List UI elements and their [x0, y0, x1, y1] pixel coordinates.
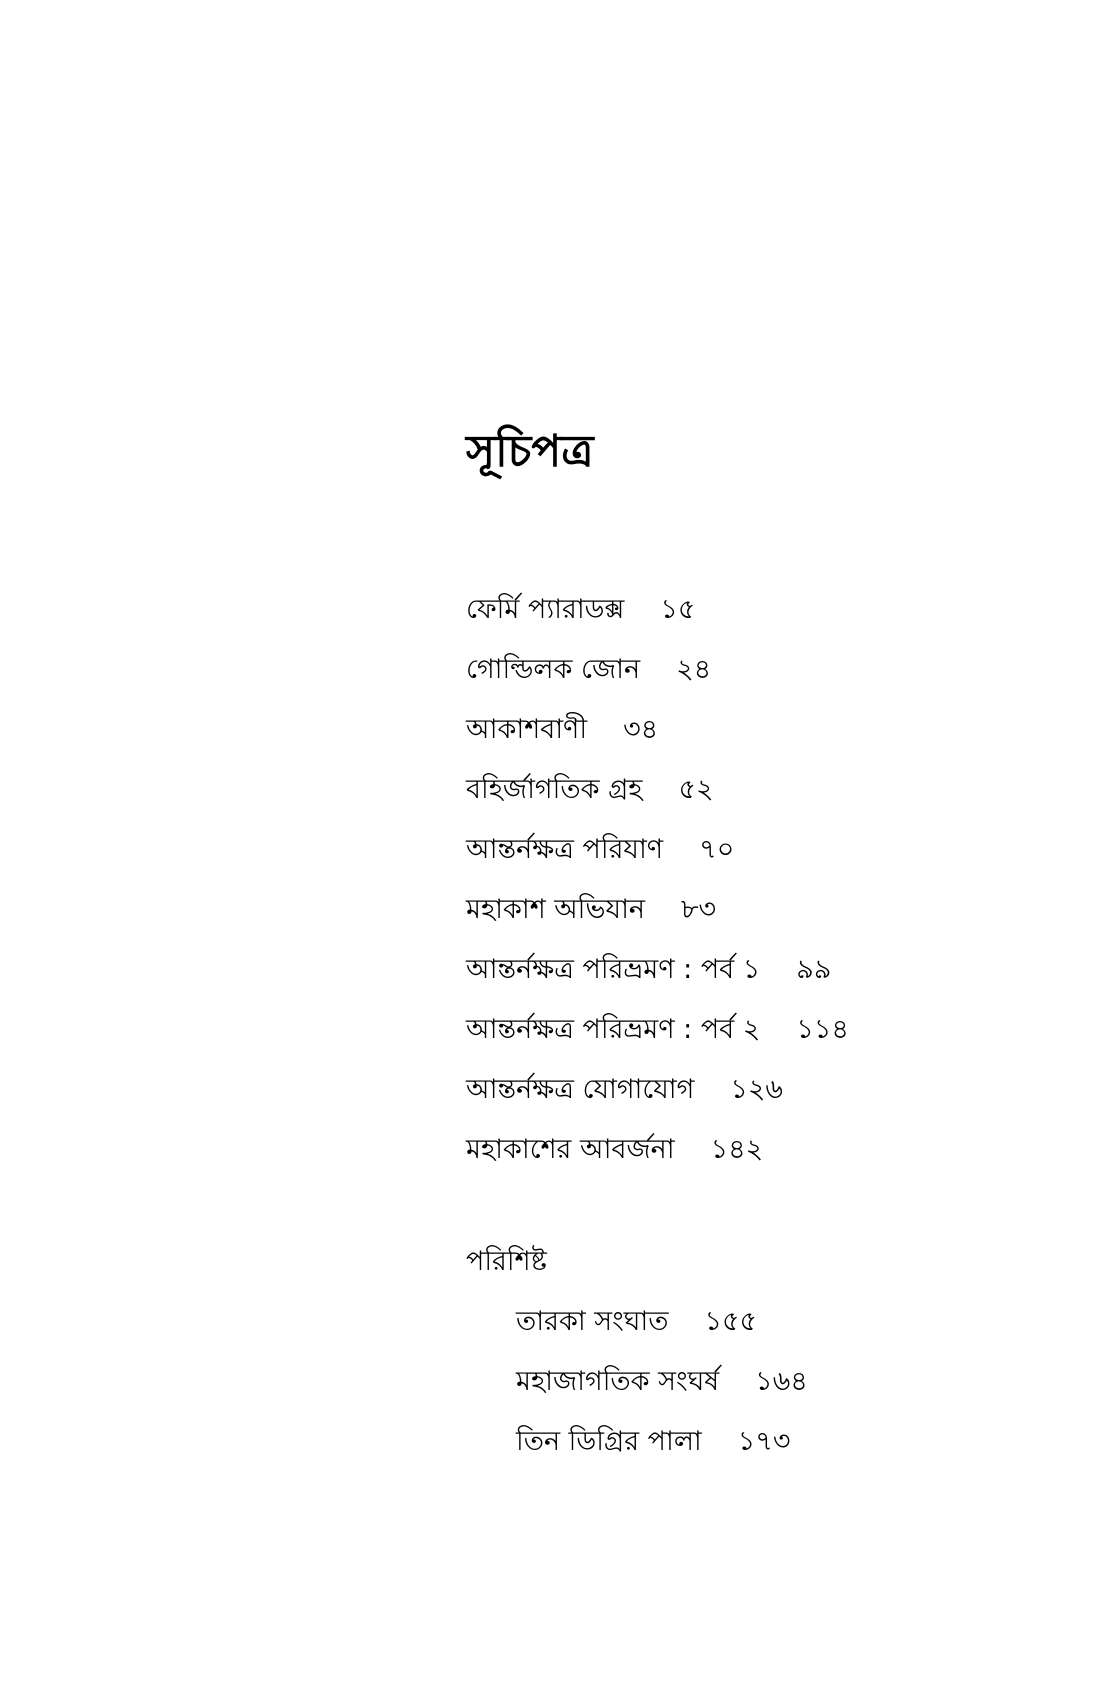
entry-title: মহাকাশ অভিযান [466, 894, 646, 925]
entry-title: তারকা সংঘাত [516, 1306, 669, 1337]
entry-title: ফের্মি প্যারাডক্স [466, 594, 625, 625]
entry-page-number: ১৭৩ [737, 1426, 791, 1457]
entry-title: তিন ডিগ্রির পালা [516, 1426, 702, 1457]
entry-title: আন্তর্নক্ষত্র পরিভ্রমণ : পর্ব ১ [466, 954, 761, 985]
entry-page-number: ৩৪ [623, 714, 659, 745]
toc-entry [466, 700, 849, 760]
entry-title: মহাকাশের আবর্জনা [466, 1134, 675, 1165]
toc-entry [466, 1120, 849, 1180]
entry-title: আন্তর্নক্ষত্র পরিভ্রমণ : পর্ব ২ [466, 1014, 761, 1045]
entry-title: আন্তর্নক্ষত্র পরিযাণ [466, 834, 664, 865]
toc-entry [466, 760, 849, 820]
entry-page-number: ১৪২ [710, 1134, 764, 1165]
entry-page-number: ১১৪ [796, 1014, 849, 1045]
entry-page-number: ৫২ [678, 774, 714, 805]
toc-entry [466, 640, 849, 700]
entry-page-number: ২৪ [676, 654, 712, 685]
toc-entry [466, 880, 849, 940]
entry-page-number: ১৫৫ [704, 1306, 758, 1337]
appendix-heading: পরিশিষ্ট [466, 1246, 547, 1277]
toc-entry [466, 580, 849, 640]
appendix-entry [516, 1352, 808, 1412]
entry-page-number: ৮৩ [681, 894, 717, 925]
toc-entry [466, 1060, 849, 1120]
toc-entry [466, 940, 849, 1000]
entry-page-number: ৭০ [699, 834, 735, 865]
entry-page-number: ১২৬ [730, 1074, 783, 1105]
entry-title: আন্তর্নক্ষত্র যোগাযোগ [466, 1074, 695, 1105]
entry-title: মহাজাগতিক সংঘর্ষ [516, 1366, 720, 1397]
toc-entry [466, 820, 849, 880]
appendix-list [516, 1292, 808, 1472]
entry-title: গোল্ডিলক জোন [466, 654, 641, 685]
toc-entry [466, 1000, 849, 1060]
entry-page-number: ১৫ [660, 594, 696, 625]
entry-title: বহির্জাগতিক গ্রহ [466, 774, 643, 805]
appendix-entry [516, 1292, 808, 1352]
toc-title: সূচিপত্র [466, 426, 594, 477]
toc-list [466, 580, 849, 1180]
entry-title: আকাশবাণী [466, 714, 588, 745]
entry-page-number: ১৬৪ [755, 1366, 808, 1397]
appendix-entry [516, 1412, 808, 1472]
entry-page-number: ৯৯ [796, 954, 832, 985]
